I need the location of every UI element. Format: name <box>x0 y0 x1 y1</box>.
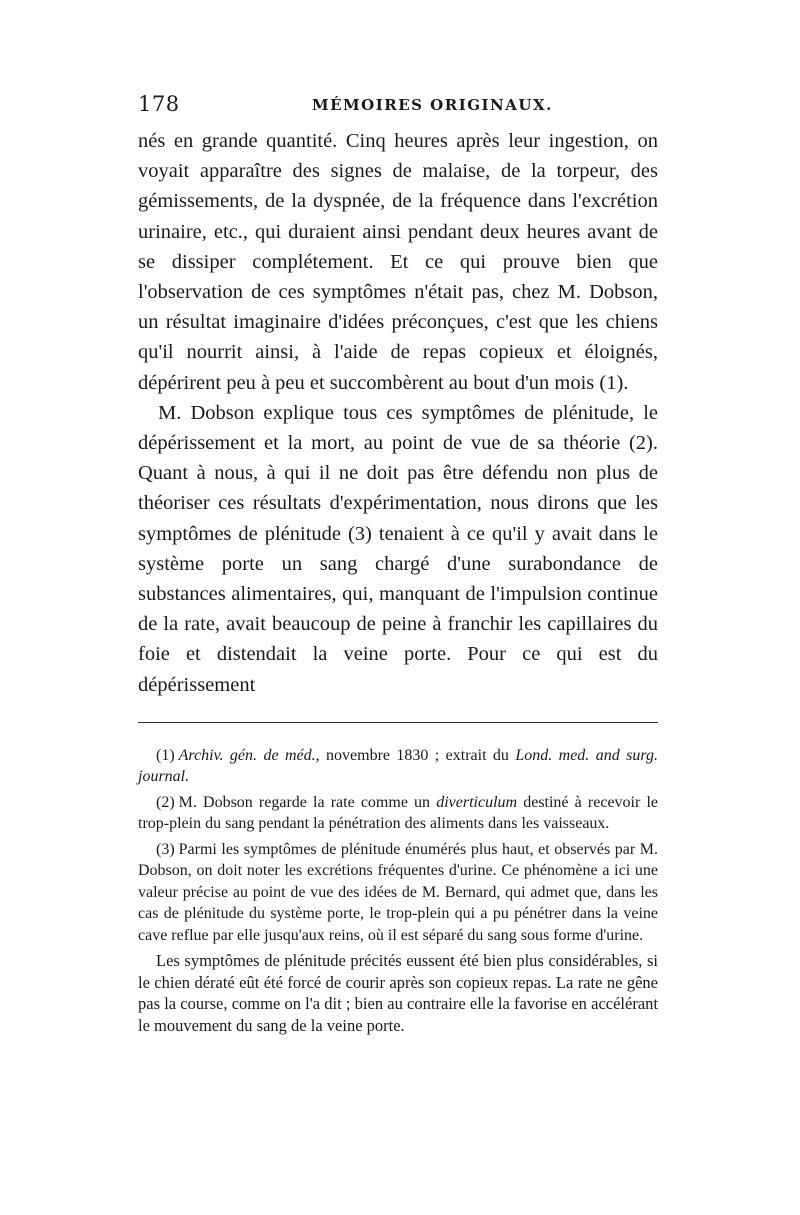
page-header <box>138 92 658 126</box>
footnote-1-journal: Lond. med. and surg. journal. <box>138 746 658 786</box>
footnote-3 <box>138 839 658 947</box>
footnote-2-number: (2) <box>156 793 175 811</box>
paragraph-1: nés en grande quantité. Cinq heures après leur ingestion, on voyait apparaître des signes de malaise, de la torpeur, des gémissements, de la dyspnée, de la fréquence dans l'excrétion urinaire, etc., qui duraient ainsi pendant deux heures avant de se dissiper complétement. Et ce qui prouve bien que l'observation de ces symptômes n'était pas, chez M. Dobson, un résultat imaginaire d'idées préconçues, c'est que les chiens qu'il nourrit ainsi, à l'aide de repas copieux et éloignés, dépérirent peu à peu et succombèrent au bout d'un mois (1). <box>138 130 658 394</box>
footnotes <box>138 745 658 1037</box>
main-text <box>138 126 658 700</box>
paragraph-2: M. Dobson explique tous ces symptômes de plénitude, le dépérissement et la mort, au point de vue de sa théorie (2). Quant à nous, à qui il ne doit pas être défendu non plus de théoriser ces résultats d'expérimentation, nous dirons que les symptômes de plénitude (3) tenaient à ce qu'il y avait dans le système porte un sang chargé d'une surabondance de substances alimentaires, qui, manquant de l'impulsion continue de la rate, avait beaucoup de peine à franchir les capillaires du foie et distendait la veine porte. Pour ce qui est du dépérissement <box>138 401 658 696</box>
footnote-2-term: diverticulum <box>436 793 518 811</box>
footnote-1-text: , novembre 1830 ; extrait du <box>315 746 516 764</box>
footnote-2 <box>138 792 658 835</box>
footnote-1 <box>138 745 658 788</box>
footnote-3-continuation: Les symptômes de plénitude précités eussent été bien plus considérables, si le chien dératé eût été forcé de courir après son copieux repas. La rate ne gêne pas la course, comme on l'a dit ; bien au contraire elle la favorise en accélérant le mouvement du sang de la veine porte. <box>138 951 658 1035</box>
footnote-2-text-a: M. Dobson regarde la rate comme un <box>178 793 437 811</box>
footnote-1-number: (1) <box>156 746 175 764</box>
footnote-3-number: (3) <box>156 840 175 858</box>
running-title: MÉMOIRES ORIGINAUX. <box>312 96 553 114</box>
footnote-divider <box>138 722 658 723</box>
footnote-2-text-b: destiné à recevoir le trop-plein du sang pendant la pénétration des aliments dans les vaisseaux. <box>138 793 658 833</box>
footnote-1-source: Archiv. gén. de méd. <box>178 746 316 764</box>
book-page <box>138 92 658 1040</box>
footnote-3-text: Parmi les symptômes de plénitude énumérés plus haut, et observés par M. Dobson, on doit noter les excrétions fréquentes d'urine. Ce phénomène a ici une valeur précise au point de vue des idées de M. Bernard, qui admet que, dans les cas de plénitude du système porte, le trop-plein qui a pu pénétrer dans la veine cave reflue par elle jusqu'aux reins, où il est séparé du sang sous forme d'urine. <box>138 840 658 944</box>
page-number: 178 <box>138 92 180 116</box>
